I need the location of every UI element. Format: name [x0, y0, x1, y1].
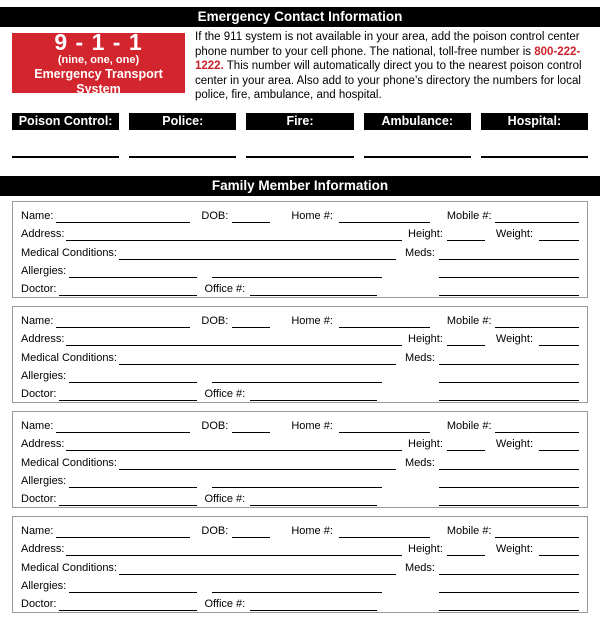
- dob-fill-line: [232, 420, 270, 433]
- meds-fill-line-3: [439, 283, 579, 296]
- instructions-text-before: If the 911 system is not available in your area, add the poison control center phone number to your cell phone. The national, toll-free number is: [195, 31, 580, 58]
- contact-col-fire: [246, 113, 353, 158]
- allergies-row: [21, 575, 579, 593]
- height-fill-line: [447, 228, 485, 241]
- meds-fill-line: [439, 247, 579, 260]
- address-label: Address:: [21, 438, 65, 451]
- family-member-block: [12, 516, 588, 613]
- height-label: Height:: [408, 543, 443, 556]
- doctor-label: Doctor:: [21, 283, 57, 296]
- dob-label: DOB:: [201, 524, 229, 537]
- address-fill-line: [66, 543, 402, 556]
- name-label: Name:: [21, 419, 54, 432]
- address-label: Address:: [21, 543, 65, 556]
- doctor-fill-line: [59, 598, 197, 611]
- family-member-header: Family Member Information: [0, 176, 600, 196]
- poison-control-label: Poison Control:: [12, 113, 119, 130]
- allergies-fill-line: [69, 370, 197, 383]
- meds-fill-line-3: [439, 598, 579, 611]
- dob-fill-line: [232, 525, 270, 538]
- allergies-fill-line-2: [212, 370, 382, 383]
- family-member-block: [12, 411, 588, 508]
- name-label: Name:: [21, 209, 54, 222]
- meds-label: Meds:: [405, 351, 435, 364]
- family-member-block: [12, 201, 588, 298]
- ambulance-label: Ambulance:: [364, 113, 471, 130]
- police-label: Police:: [129, 113, 236, 130]
- height-fill-line: [447, 438, 485, 451]
- name-row: [21, 205, 579, 223]
- allergies-fill-line: [69, 475, 197, 488]
- meds-label: Meds:: [405, 456, 435, 469]
- medical-conditions-fill-line: [119, 562, 396, 575]
- medical-conditions-row: [21, 346, 579, 364]
- medical-conditions-fill-line: [119, 247, 396, 260]
- mobile-phone-label: Mobile #:: [446, 524, 492, 537]
- weight-label: Weight:: [495, 543, 533, 556]
- name-fill-line: [56, 420, 190, 433]
- allergies-fill-line-2: [212, 580, 382, 593]
- address-row: [21, 223, 579, 241]
- allergies-label: Allergies:: [21, 475, 67, 488]
- emergency-contact-header: Emergency Contact Information: [0, 7, 600, 27]
- home-phone-fill-line: [339, 420, 430, 433]
- meds-label: Meds:: [405, 561, 435, 574]
- dob-label: DOB:: [201, 419, 229, 432]
- meds-fill-line-3: [439, 388, 579, 401]
- family-member-block: [12, 306, 588, 403]
- allergies-label: Allergies:: [21, 370, 67, 383]
- poison-control-instructions: [195, 30, 588, 103]
- meds-fill-line-2: [439, 580, 579, 593]
- doctor-row: [21, 383, 579, 401]
- medical-conditions-row: [21, 451, 579, 469]
- doctor-fill-line: [59, 493, 197, 506]
- emergency-contacts-row: [12, 113, 588, 158]
- office-phone-fill-line: [250, 283, 377, 296]
- doctor-row: [21, 488, 579, 506]
- office-phone-fill-line: [250, 493, 377, 506]
- allergies-fill-line: [69, 580, 197, 593]
- meds-fill-line: [439, 457, 579, 470]
- intro-section: [12, 28, 588, 103]
- meds-fill-line-2: [439, 265, 579, 278]
- allergies-fill-line-2: [212, 265, 382, 278]
- address-label: Address:: [21, 333, 65, 346]
- office-phone-label: Office #:: [204, 283, 246, 296]
- home-phone-label: Home #:: [291, 209, 333, 222]
- mobile-phone-fill-line: [495, 315, 579, 328]
- name-row: [21, 415, 579, 433]
- medical-conditions-fill-line: [119, 457, 396, 470]
- doctor-label: Doctor:: [21, 598, 57, 611]
- home-phone-label: Home #:: [291, 524, 333, 537]
- dob-label: DOB:: [201, 209, 229, 222]
- contact-col-police: [129, 113, 236, 158]
- allergies-label: Allergies:: [21, 265, 67, 278]
- height-fill-line: [447, 543, 485, 556]
- contact-col-ambulance: [364, 113, 471, 158]
- height-fill-line: [447, 333, 485, 346]
- poison-control-phone-number: 800-222-1222.: [195, 45, 581, 72]
- fire-fill-line: [246, 156, 353, 158]
- home-phone-label: Home #:: [291, 314, 333, 327]
- medical-conditions-row: [21, 241, 579, 259]
- medical-conditions-label: Medical Conditions:: [21, 351, 117, 364]
- mobile-phone-fill-line: [495, 525, 579, 538]
- name-row: [21, 520, 579, 538]
- 911-words: (nine, one, one): [57, 53, 140, 66]
- office-phone-label: Office #:: [204, 388, 246, 401]
- height-label: Height:: [408, 333, 443, 346]
- height-label: Height:: [408, 228, 443, 241]
- medical-conditions-label: Medical Conditions:: [21, 246, 117, 259]
- family-member-blocks: [12, 201, 588, 613]
- mobile-phone-label: Mobile #:: [446, 209, 492, 222]
- meds-label: Meds:: [405, 246, 435, 259]
- allergies-row: [21, 365, 579, 383]
- allergies-row: [21, 470, 579, 488]
- name-fill-line: [56, 315, 190, 328]
- doctor-label: Doctor:: [21, 493, 57, 506]
- office-phone-fill-line: [250, 598, 377, 611]
- address-row: [21, 538, 579, 556]
- weight-label: Weight:: [495, 438, 533, 451]
- address-row: [21, 433, 579, 451]
- height-label: Height:: [408, 438, 443, 451]
- address-fill-line: [66, 228, 402, 241]
- poison-control-fill-line: [12, 156, 119, 158]
- doctor-fill-line: [59, 388, 197, 401]
- doctor-row: [21, 593, 579, 611]
- doctor-fill-line: [59, 283, 197, 296]
- name-fill-line: [56, 210, 190, 223]
- mobile-phone-fill-line: [495, 420, 579, 433]
- mobile-phone-label: Mobile #:: [446, 419, 492, 432]
- weight-fill-line: [539, 333, 579, 346]
- weight-label: Weight:: [495, 333, 533, 346]
- 911-number: 9 - 1 - 1: [54, 28, 143, 55]
- hospital-label: Hospital:: [481, 113, 588, 130]
- allergies-fill-line: [69, 265, 197, 278]
- meds-fill-line: [439, 562, 579, 575]
- meds-fill-line-3: [439, 493, 579, 506]
- name-row: [21, 310, 579, 328]
- home-phone-fill-line: [339, 525, 430, 538]
- hospital-fill-line: [481, 156, 588, 158]
- 911-system-label: Emergency Transport System: [34, 66, 163, 96]
- weight-label: Weight:: [495, 228, 533, 241]
- fire-label: Fire:: [246, 113, 353, 130]
- dob-fill-line: [232, 315, 270, 328]
- weight-fill-line: [539, 228, 579, 241]
- name-fill-line: [56, 525, 190, 538]
- mobile-phone-label: Mobile #:: [446, 314, 492, 327]
- office-phone-label: Office #:: [204, 598, 246, 611]
- home-phone-fill-line: [339, 315, 430, 328]
- 911-red-box: [12, 28, 185, 96]
- contact-col-hospital: [481, 113, 588, 158]
- office-phone-fill-line: [250, 388, 377, 401]
- medical-conditions-row: [21, 556, 579, 574]
- address-fill-line: [66, 438, 402, 451]
- name-label: Name:: [21, 314, 54, 327]
- allergies-row: [21, 260, 579, 278]
- weight-fill-line: [539, 543, 579, 556]
- home-phone-fill-line: [339, 210, 430, 223]
- allergies-fill-line-2: [212, 475, 382, 488]
- office-phone-label: Office #:: [204, 493, 246, 506]
- address-fill-line: [66, 333, 402, 346]
- instructions-text-after: This number will automatically direct you to the nearest poison control center in your area. Also add to your phone’s directory the numbers for local police, fire, ambulance, and hospital.: [195, 60, 582, 101]
- meds-fill-line-2: [439, 370, 579, 383]
- medical-conditions-label: Medical Conditions:: [21, 456, 117, 469]
- meds-fill-line-2: [439, 475, 579, 488]
- meds-fill-line: [439, 352, 579, 365]
- dob-label: DOB:: [201, 314, 229, 327]
- home-phone-label: Home #:: [291, 419, 333, 432]
- medical-conditions-label: Medical Conditions:: [21, 561, 117, 574]
- contact-col-poison-control: [12, 113, 119, 158]
- mobile-phone-fill-line: [495, 210, 579, 223]
- weight-fill-line: [539, 438, 579, 451]
- doctor-label: Doctor:: [21, 388, 57, 401]
- medical-conditions-fill-line: [119, 352, 396, 365]
- name-label: Name:: [21, 524, 54, 537]
- allergies-label: Allergies:: [21, 580, 67, 593]
- ambulance-fill-line: [364, 156, 471, 158]
- address-label: Address:: [21, 228, 65, 241]
- police-fill-line: [129, 156, 236, 158]
- doctor-row: [21, 278, 579, 296]
- address-row: [21, 328, 579, 346]
- dob-fill-line: [232, 210, 270, 223]
